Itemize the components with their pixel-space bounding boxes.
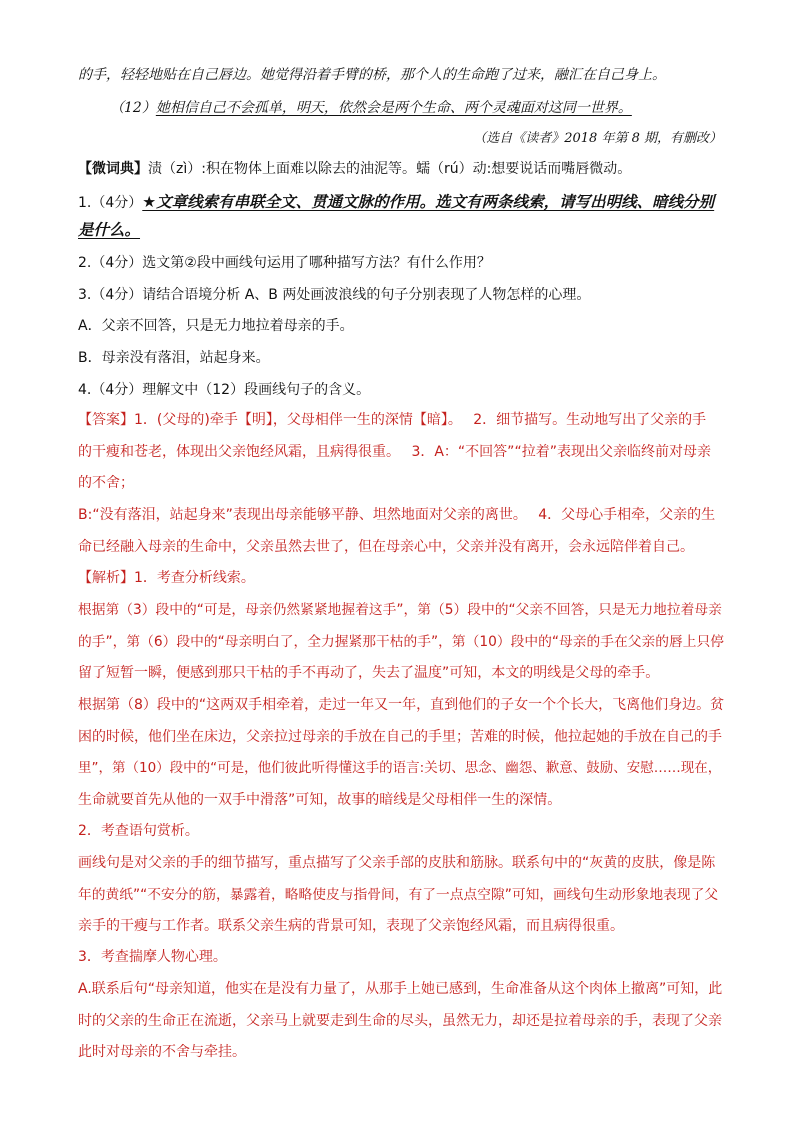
- answer-line: B:“没有落泪，站起身来”表现出母亲能够平静、坦然地面对父亲的离世。 4．父母心手相牵，父亲的生: [78, 507, 716, 523]
- underlined-sentence: 她相信自己不会孤单，明天，依然会是两个生命、两个灵魂面对这同一世界。: [155, 100, 632, 116]
- analysis-line: 生命就要首先从他的一双手中滑落”可知，故事的暗线是父母相伴一生的深情。: [78, 792, 562, 808]
- analysis-line: 此时对母亲的不舍与牵挂。: [78, 1044, 246, 1060]
- analysis-line: 里”，第（10）段中的“可是，他们彼此听得懂这手的语言:关切、思念、幽怨、歉意、鼓励、安慰……现在，: [78, 760, 722, 776]
- analysis-heading-3: 3．考查揣摩人物心理。: [78, 949, 227, 965]
- analysis-line: 画线句是对父亲的手的细节描写，重点描写了父亲手部的皮肤和筋脉。联系句中的“灰黄的皮肤，像是陈: [78, 855, 716, 871]
- source-citation: （选自《读者》2018 年第 8 期，有删改）: [473, 131, 722, 146]
- analysis-line: 年的黄纸”“不安分的筋，暴露着，略略使皮与指骨间，有了一点点空隙”可知，画线句生动形象地表现了父: [78, 887, 719, 903]
- analysis-line: 根据第（3）段中的“可是，母亲仍然紧紧地握着这手”，第（5）段中的“父亲不回答，只是无力地拉着母亲: [78, 602, 722, 618]
- answer-line: 【答案】1．(父母的)牵手【明】，父母相伴一生的深情【暗】。 2．细节描写。生动地写出了父亲的手: [78, 412, 707, 428]
- answer-line: 的不舍；: [78, 475, 134, 491]
- glossary-label: 【微词典】: [78, 161, 148, 177]
- question-3-option-b: B．母亲没有落泪，站起身来。: [78, 350, 270, 366]
- analysis-line: 亲手的干瘦与工作者。联系父亲生病的背景可知，表现了父亲饱经风霜，而且病得很重。: [78, 918, 624, 934]
- analysis-line: 困的时候，他们坐在床边，父亲拉过母亲的手放在自己的手里；苦难的时候，他拉起她的手放在自己的手: [78, 729, 722, 745]
- analysis-heading-2: 2．考查语句赏析。: [78, 823, 199, 839]
- analysis-line: 时的父亲的生命正在流逝，父亲马上就要走到生命的尽头，虽然无力，却还是拉着母亲的手，表现了父亲: [78, 1013, 722, 1029]
- question-1: [78, 191, 728, 214]
- analysis-line: 根据第（8）段中的“这两双手相牵着，走过一年又一年，直到他们的子女一个个长大，飞离他们身边。贫: [78, 697, 725, 713]
- analysis-line: 留了短暂一瞬，便感到那只干枯的手不再动了，失去了温度”可知，本文的明线是父母的牵手。: [78, 665, 660, 681]
- answer-line: 命已经融入母亲的生命中，父亲虽然去世了，但在母亲心中，父亲并没有离开，会永远陪伴着自己。: [78, 539, 694, 555]
- glossary-text: 渍（zì）:积在物体上面难以除去的油泥等。蠕（rú）动:想要说话而嘴唇微动。: [148, 161, 632, 177]
- question-1-continued: 是什么。: [78, 221, 141, 239]
- story-line: 的手，轻轻地贴在自己唇边。她觉得沿着手臂的桥，那个人的生命跑了过来，融汇在自己身上。: [78, 67, 666, 83]
- paragraph-number: （12）: [110, 100, 156, 116]
- question-2: 2.（4分）选文第②段中画线句运用了哪种描写方法？有什么作用？: [78, 255, 491, 271]
- question-4: 4.（4分）理解文中（12）段画线句子的含义。: [78, 382, 371, 398]
- question-1-text: ★文章线索有串联全文、贯通文脉的作用。选文有两条线索，请写出明线、暗线分别: [142, 193, 715, 211]
- question-3: 3.（4分）请结合语境分析 A、B 两处画波浪线的句子分别表现了人物怎样的心理。: [78, 287, 591, 303]
- glossary: [78, 158, 728, 180]
- analysis-line: 的手”，第（6）段中的“母亲明白了，全力握紧那干枯的手”，第（10）段中的“母亲的手在父亲的唇上只停: [78, 634, 724, 650]
- question-3-option-a: A．父亲不回答，只是无力地拉着母亲的手。: [78, 318, 354, 334]
- analysis-line: A.联系后句“母亲知道，他实在是没有力量了，从那手上她已感到，生命准备从这个肉体上撤离”可知，此: [78, 981, 723, 997]
- analysis-heading: 【解析】1．考查分析线索。: [78, 570, 255, 586]
- paragraph-12: [110, 97, 760, 119]
- question-1-prefix: 1.（4分）: [78, 195, 143, 211]
- answer-line: 的干瘦和苍老，体现出父亲饱经风霜，且病得很重。 3．A：“不回答”“拉着”表现出父亲临终前对母亲: [78, 444, 711, 460]
